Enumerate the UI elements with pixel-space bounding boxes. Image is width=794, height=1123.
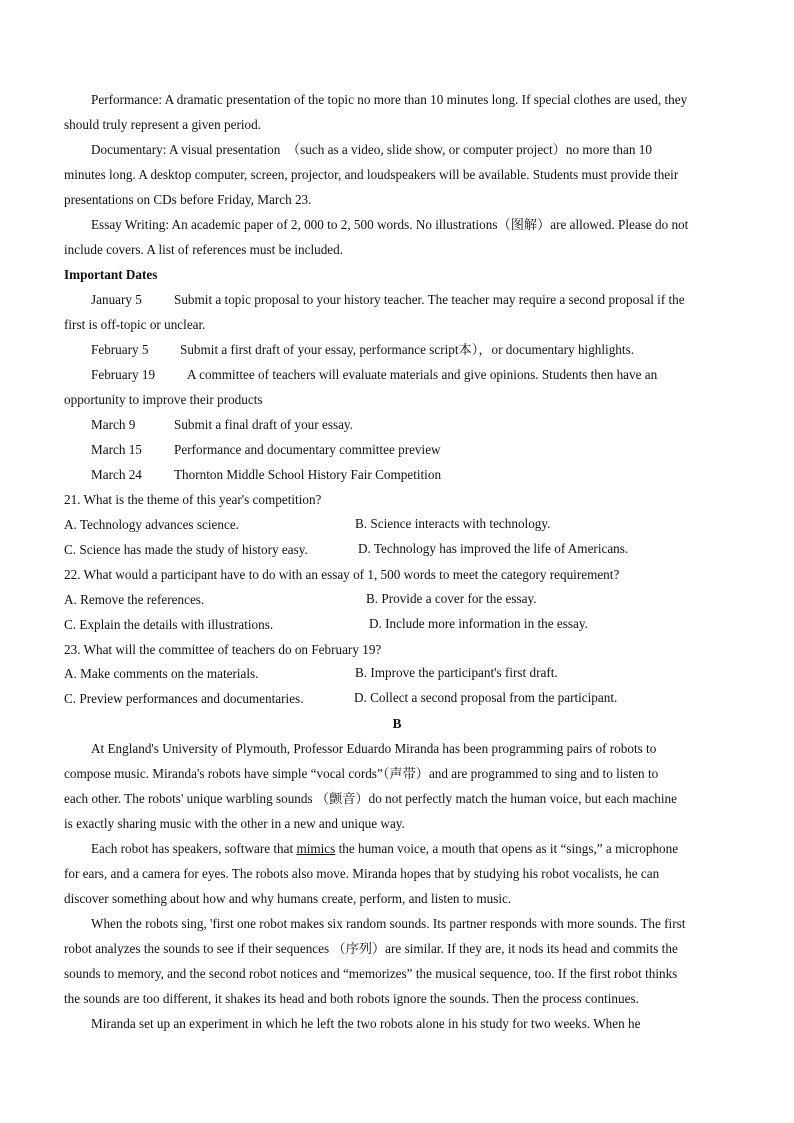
question-22-option-b: B. Provide a cover for the essay. xyxy=(366,591,537,606)
essay-line-2: include covers. A list of references must be included. xyxy=(64,242,344,257)
question-22-option-d: D. Include more information in the essay. xyxy=(369,616,588,631)
question-22-option-c: C. Explain the details with illustrations. xyxy=(64,617,274,632)
question-21: 21. What is the theme of this year's competition? xyxy=(64,492,322,507)
date-description: Thornton Middle School History Fair Competition xyxy=(174,467,442,482)
date-label: January 5 xyxy=(91,292,142,307)
date-label: February 5 xyxy=(91,342,149,357)
documentary-line-1: Documentary: A visual presentation （such as a video, slide show, or computer project）no more than 10 xyxy=(91,142,652,157)
date-row-feb19-cont: opportunity to improve their products xyxy=(64,392,263,407)
passage-b-p3-line-1: When the robots sing, 'first one robot makes six random sounds. Its partner responds with more sounds. The first xyxy=(91,916,686,931)
passage-b-p2-line-2: for ears, and a camera for eyes. The robots also move. Miranda hopes that by studying his robot vocalists, he can xyxy=(64,866,660,881)
date-row-mar24 xyxy=(91,466,441,484)
passage-b-p2-line-3: discover something about how and why humans create, perform, and listen to music. xyxy=(64,891,512,906)
documentary-line-2: minutes long. A desktop computer, screen, projector, and loudspeakers will be available. Students must provide their xyxy=(64,167,679,182)
question-22-option-a: A. Remove the references. xyxy=(64,592,205,607)
question-23-option-b: B. Improve the participant's first draft. xyxy=(355,665,558,680)
date-label: March 24 xyxy=(91,467,142,482)
date-description: Submit a topic proposal to your history teacher. The teacher may require a second proposal if the xyxy=(174,292,685,307)
passage-b-p1-line-1: At England's University of Plymouth, Professor Eduardo Miranda has been programming pairs of robots to xyxy=(91,741,657,756)
passage-b-p1-line-4: is exactly sharing music with the other in a new and unique way. xyxy=(64,816,405,831)
question-22: 22. What would a participant have to do with an essay of 1, 500 words to meet the category requirement? xyxy=(64,567,620,582)
question-21-option-c: C. Science has made the study of history easy. xyxy=(64,542,308,557)
date-row-jan5-cont: first is off-topic or unclear. xyxy=(64,317,206,332)
performance-line-1: Performance: A dramatic presentation of the topic no more than 10 minutes long. If special clothes are used, they xyxy=(91,92,688,107)
date-row-mar9 xyxy=(91,416,353,434)
date-label: February 19 xyxy=(91,367,156,382)
text-segment: Each robot has speakers, software that xyxy=(91,841,297,856)
question-21-option-d: D. Technology has improved the life of Americans. xyxy=(358,541,629,556)
passage-b-p3-line-4: the sounds are too different, it shakes its head and both robots ignore the sounds. Then the process continues. xyxy=(64,991,639,1006)
date-description: A committee of teachers will evaluate materials and give opinions. Students then have an xyxy=(187,367,658,382)
passage-b-p4-line-1: Miranda set up an experiment in which he left the two robots alone in his study for two weeks. When he xyxy=(91,1016,641,1031)
passage-b-p1-line-2: compose music. Miranda's robots have simple “vocal cords”（声带）and are programmed to sing and to listen to xyxy=(64,766,659,781)
date-row-feb5 xyxy=(91,341,634,359)
date-row-jan5 xyxy=(91,291,685,309)
important-dates-heading: Important Dates xyxy=(64,267,158,282)
question-21-option-b: B. Science interacts with technology. xyxy=(355,516,551,531)
question-23-option-a: A. Make comments on the materials. xyxy=(64,666,259,681)
question-21-option-a: A. Technology advances science. xyxy=(64,517,239,532)
passage-b-p3-line-3: sounds to memory, and the second robot notices and “memorizes” the musical sequence, too. If the first robot thinks xyxy=(64,966,678,981)
date-row-mar15 xyxy=(91,441,441,459)
passage-b-p2-line-1 xyxy=(91,840,678,858)
passage-b-p1-line-3: each other. The robots' unique warbling sounds （颤音）do not perfectly match the human voice, but each machine xyxy=(64,791,677,806)
text-segment: the human voice, a mouth that opens as it “sings,” a microphone xyxy=(335,841,679,856)
performance-line-2: should truly represent a given period. xyxy=(64,117,262,132)
date-description: Submit a first draft of your essay, performance script本），or documentary highlights. xyxy=(180,342,634,357)
question-23-option-d: D. Collect a second proposal from the participant. xyxy=(354,690,618,705)
passage-b-p3-line-2: robot analyzes the sounds to see if their sequences （序列）are similar. If they are, it nods its head and commits the xyxy=(64,941,678,956)
question-23: 23. What will the committee of teachers do on February 19? xyxy=(64,642,382,657)
passage-b-heading: B xyxy=(392,716,402,731)
underlined-word-mimics: mimics xyxy=(296,841,336,856)
documentary-line-3: presentations on CDs before Friday, March 23. xyxy=(64,192,312,207)
date-row-feb19 xyxy=(91,366,657,384)
date-description: Submit a final draft of your essay. xyxy=(174,417,353,432)
date-label: March 9 xyxy=(91,417,136,432)
essay-line-1: Essay Writing: An academic paper of 2, 000 to 2, 500 words. No illustrations（图解）are allowed. Please do not xyxy=(91,217,689,232)
date-label: March 15 xyxy=(91,442,142,457)
question-23-option-c: C. Preview performances and documentaries. xyxy=(64,691,304,706)
date-description: Performance and documentary committee preview xyxy=(174,442,441,457)
